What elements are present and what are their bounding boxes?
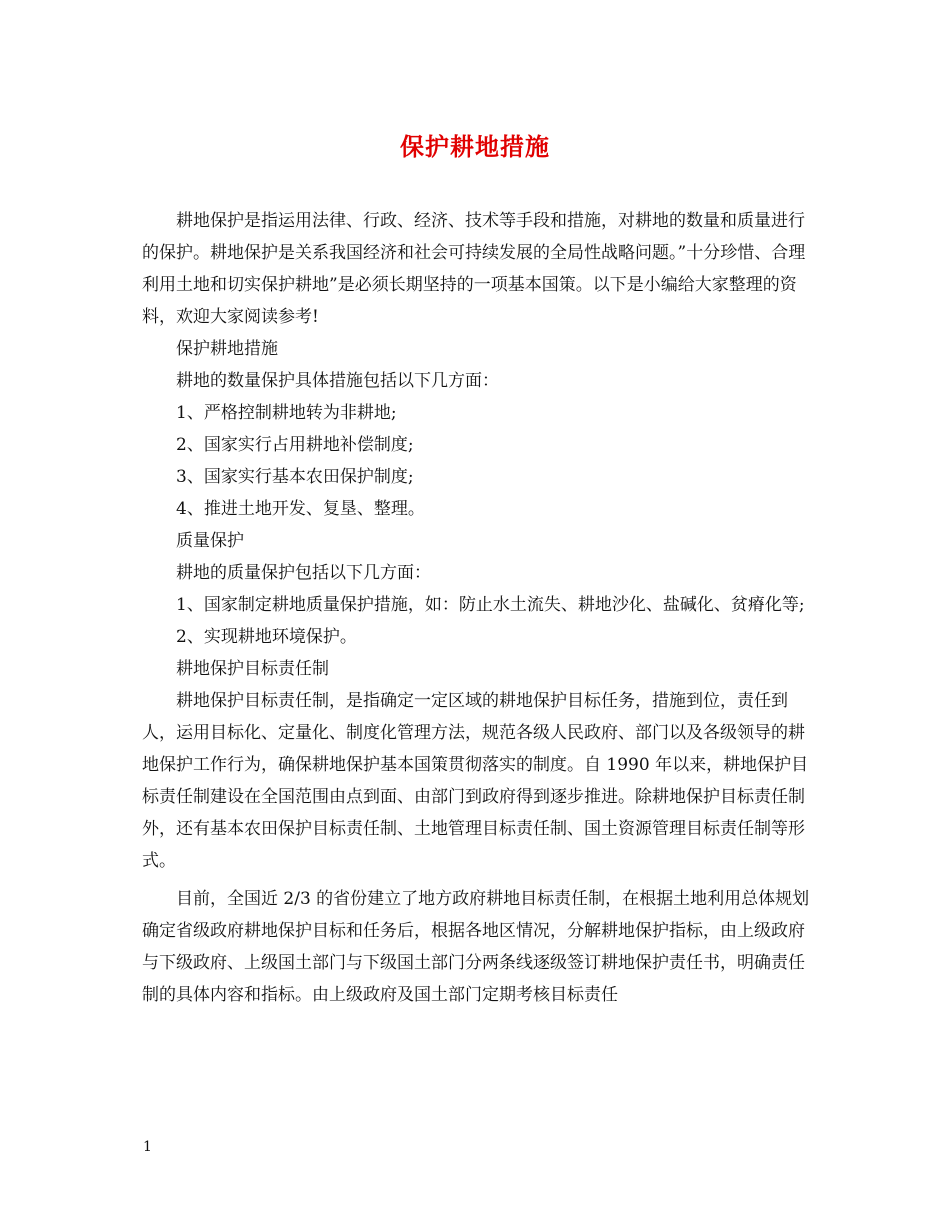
list-item: 3、国家实行基本农田保护制度; [176, 467, 414, 487]
quality-protection-intro: 耕地的质量保护包括以下几方面： [176, 563, 431, 583]
list-item: 4、推进土地开发、复垦、整理。 [176, 499, 425, 519]
section-heading-responsibility-system: 耕地保护目标责任制 [176, 659, 329, 679]
list-item: 1、国家制定耕地质量保护措施，如：防止水土流失、耕地沙化、盐碱化、贫瘠化等; [176, 595, 805, 615]
document-body [142, 205, 812, 1011]
list-item: 2、实现耕地环境保护。 [176, 627, 357, 647]
page-number: 1 [143, 1139, 152, 1155]
current-status-paragraph: 目前，全国近 2/3 的省份建立了地方政府耕地目标责任制，在根据土地利用总体规划确定省级政府耕地保护目标和任务后，根据各地区情况，分解耕地保护指标，由上级政府与下级政府、上级国土部门与下级国土部门分两条线逐级签订耕地保护责任书，明确责任制的具体内容和指标。由上级政府及国土部门定期考核目标责任 [142, 889, 810, 1005]
list-item: 2、国家实行占用耕地补偿制度; [176, 435, 414, 455]
intro-paragraph: 耕地保护是指运用法律、行政、经济、技术等手段和措施，对耕地的数量和质量进行的保护。耕地保护是关系我国经济和社会可持续发展的全局性战略问题。”十分珍惜、合理利用土地和切实保护耕地”是必须长期坚持的一项基本国策。以下是小编给大家整理的资料，欢迎大家阅读参考! [142, 211, 806, 327]
quantity-protection-intro: 耕地的数量保护具体措施包括以下几方面： [176, 371, 499, 391]
section-heading-protection-measures: 保护耕地措施 [176, 339, 278, 359]
document-title: 保护耕地措施 [400, 132, 550, 161]
section-heading-quality-protection: 质量保护 [176, 531, 244, 551]
list-item: 1、严格控制耕地转为非耕地; [176, 403, 397, 423]
responsibility-system-paragraph: 耕地保护目标责任制，是指确定一定区域的耕地保护目标任务，措施到位，责任到人，运用目标化、定量化、制度化管理方法，规范各级人民政府、部门以及各级领导的耕地保护工作行为，确保耕地保护基本国策贯彻落实的制度。自 1990 年以来，耕地保护目标责任制建设在全国范围由点到面、由部门到政府得到逐步推进。除耕地保护目标责任制外，还有基本农田保护目标责任制、土地管理目标责任制、国土资源管理目标责任制等形式。 [142, 691, 809, 871]
